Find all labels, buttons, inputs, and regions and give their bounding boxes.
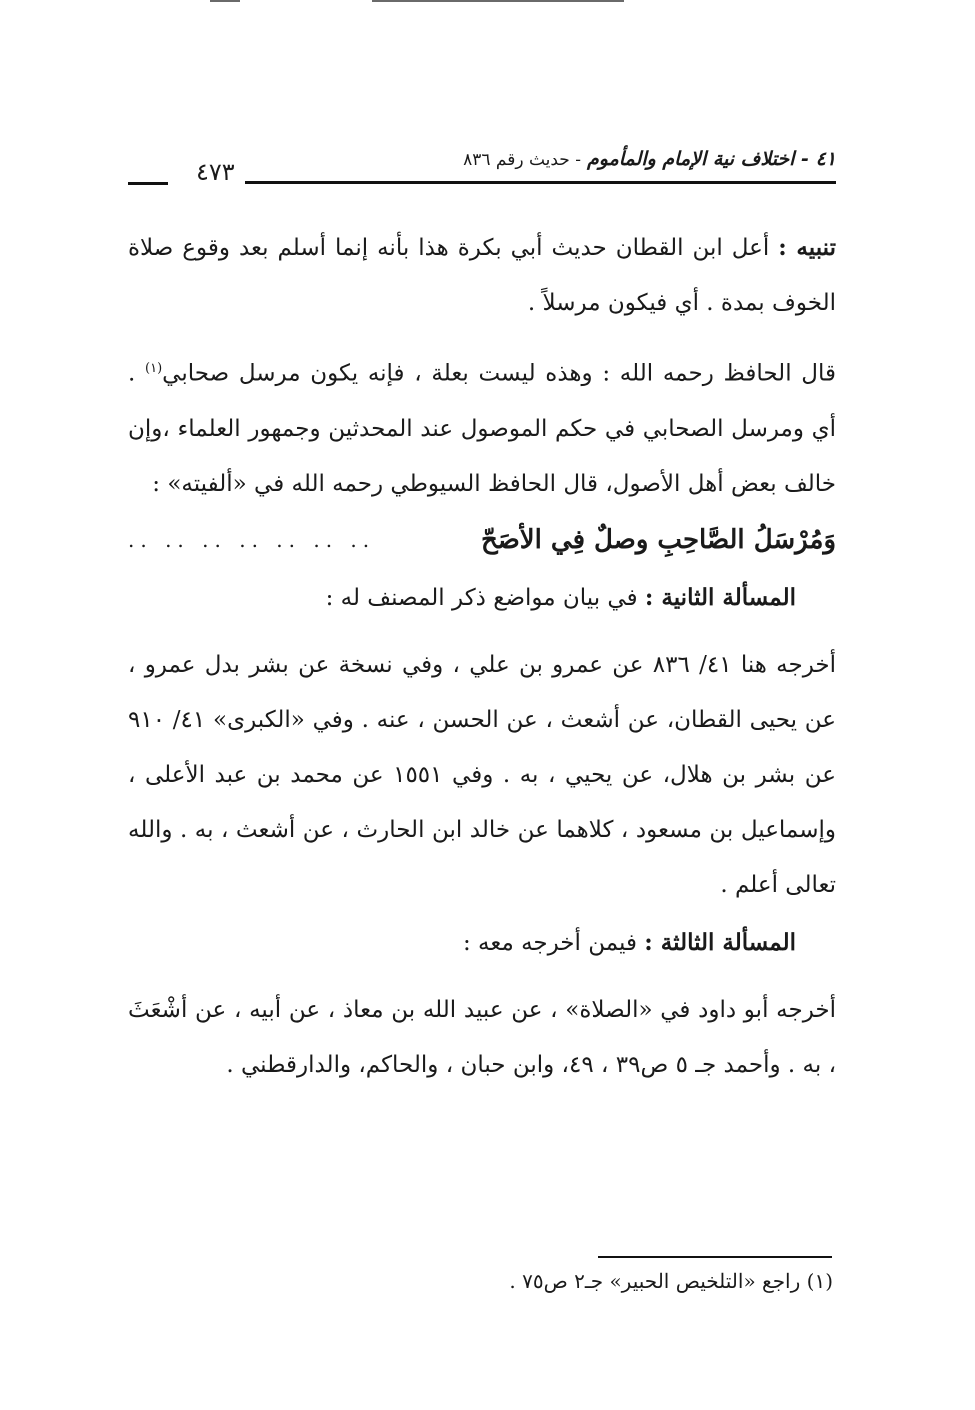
top-scan-line — [372, 0, 624, 2]
hafiz-text-2: . أي ومرسل الصحابي في حكم الموصول عند المحدثين وجمهور العلماء ،وإن خالف بعض أهل الأصول، قال الحافظ السيوطي رحمه الله في «ألفيته» : — [128, 360, 836, 497]
header-dash — [128, 182, 168, 185]
hafiz-paragraph — [128, 341, 836, 512]
header-rule — [245, 181, 836, 184]
running-title — [463, 148, 836, 170]
poem-line — [128, 512, 836, 568]
hadith-reference: - حديث رقم ٨٣٦ — [463, 150, 581, 170]
footnote-reference: (١) — [145, 361, 163, 376]
page-number: ٤٧٣ — [196, 158, 235, 186]
section-3-label: المسألة الثالثة : — [644, 928, 796, 956]
section-2-paragraph: أخرجه هنا ٤١/ ٨٣٦ عن عمرو بن علي ، وفي نسخة عن بشر بدل عمرو ، عن يحيى القطان، عن أشعث ، عن الحسن ، عنه . وفي «الكبرى» ٤١/ ٩١٠ عن بشر بن هلال، عن يحيي ، به . وفي ١٥٥١ عن محمد بن عبد الأعلى ، وإسماعيل بن مسعود ، كلاهما عن خالد ابن الحارث ، عن أشعث ، به . والله تعالى أعلم . — [128, 651, 837, 898]
poem-verse: وَمُرْسَلُ الصَّاحِبِ وصلٌ فِي الأصَحّ — [480, 524, 836, 555]
hafiz-text-1: قال الحافظ رحمه الله : وهذه ليست بعلة ، فإنه يكون مرسل صحابي — [162, 360, 836, 387]
footnote: (١) راجع «التلخيص الحبير» جـ٢ ص٧٥ . — [509, 1269, 833, 1293]
top-scan-line — [210, 0, 240, 2]
section-3-paragraph: أخرجه أبو داود في «الصلاة» ، عن عبيد الله بن معاذ ، عن أبيه ، عن أشْعَثَ ، به . وأحمد جـ ٥ ص٣٩ ، ٤٩، وابن حبان ، والحاكم، والدارقطني . — [128, 996, 836, 1078]
poem-ellipsis: .. .. .. .. .. .. .. — [128, 527, 376, 552]
footnote-separator — [598, 1256, 832, 1258]
chapter-title: ٤١ - اختلاف نية الإمام والمأموم — [587, 148, 836, 170]
page-header — [128, 148, 836, 194]
section-2-heading — [128, 568, 836, 628]
page-body — [128, 220, 836, 1093]
section-2-label: المسألة الثانية : — [644, 583, 796, 611]
tanbih-text: أعل ابن القطان حديث أبي بكرة هذا بأنه إنما أسلم بعد وقوع صلاة الخوف بمدة . أي فيكون مرسلاً . — [128, 235, 836, 316]
section-3-heading — [128, 913, 836, 973]
section-2-title: في بيان مواضع ذكر المصنف له : — [325, 584, 638, 611]
section-3-title: فيمن أخرجه معه : — [462, 929, 637, 956]
tanbih-paragraph — [128, 220, 836, 331]
tanbih-label: تنبيه : — [778, 234, 836, 261]
